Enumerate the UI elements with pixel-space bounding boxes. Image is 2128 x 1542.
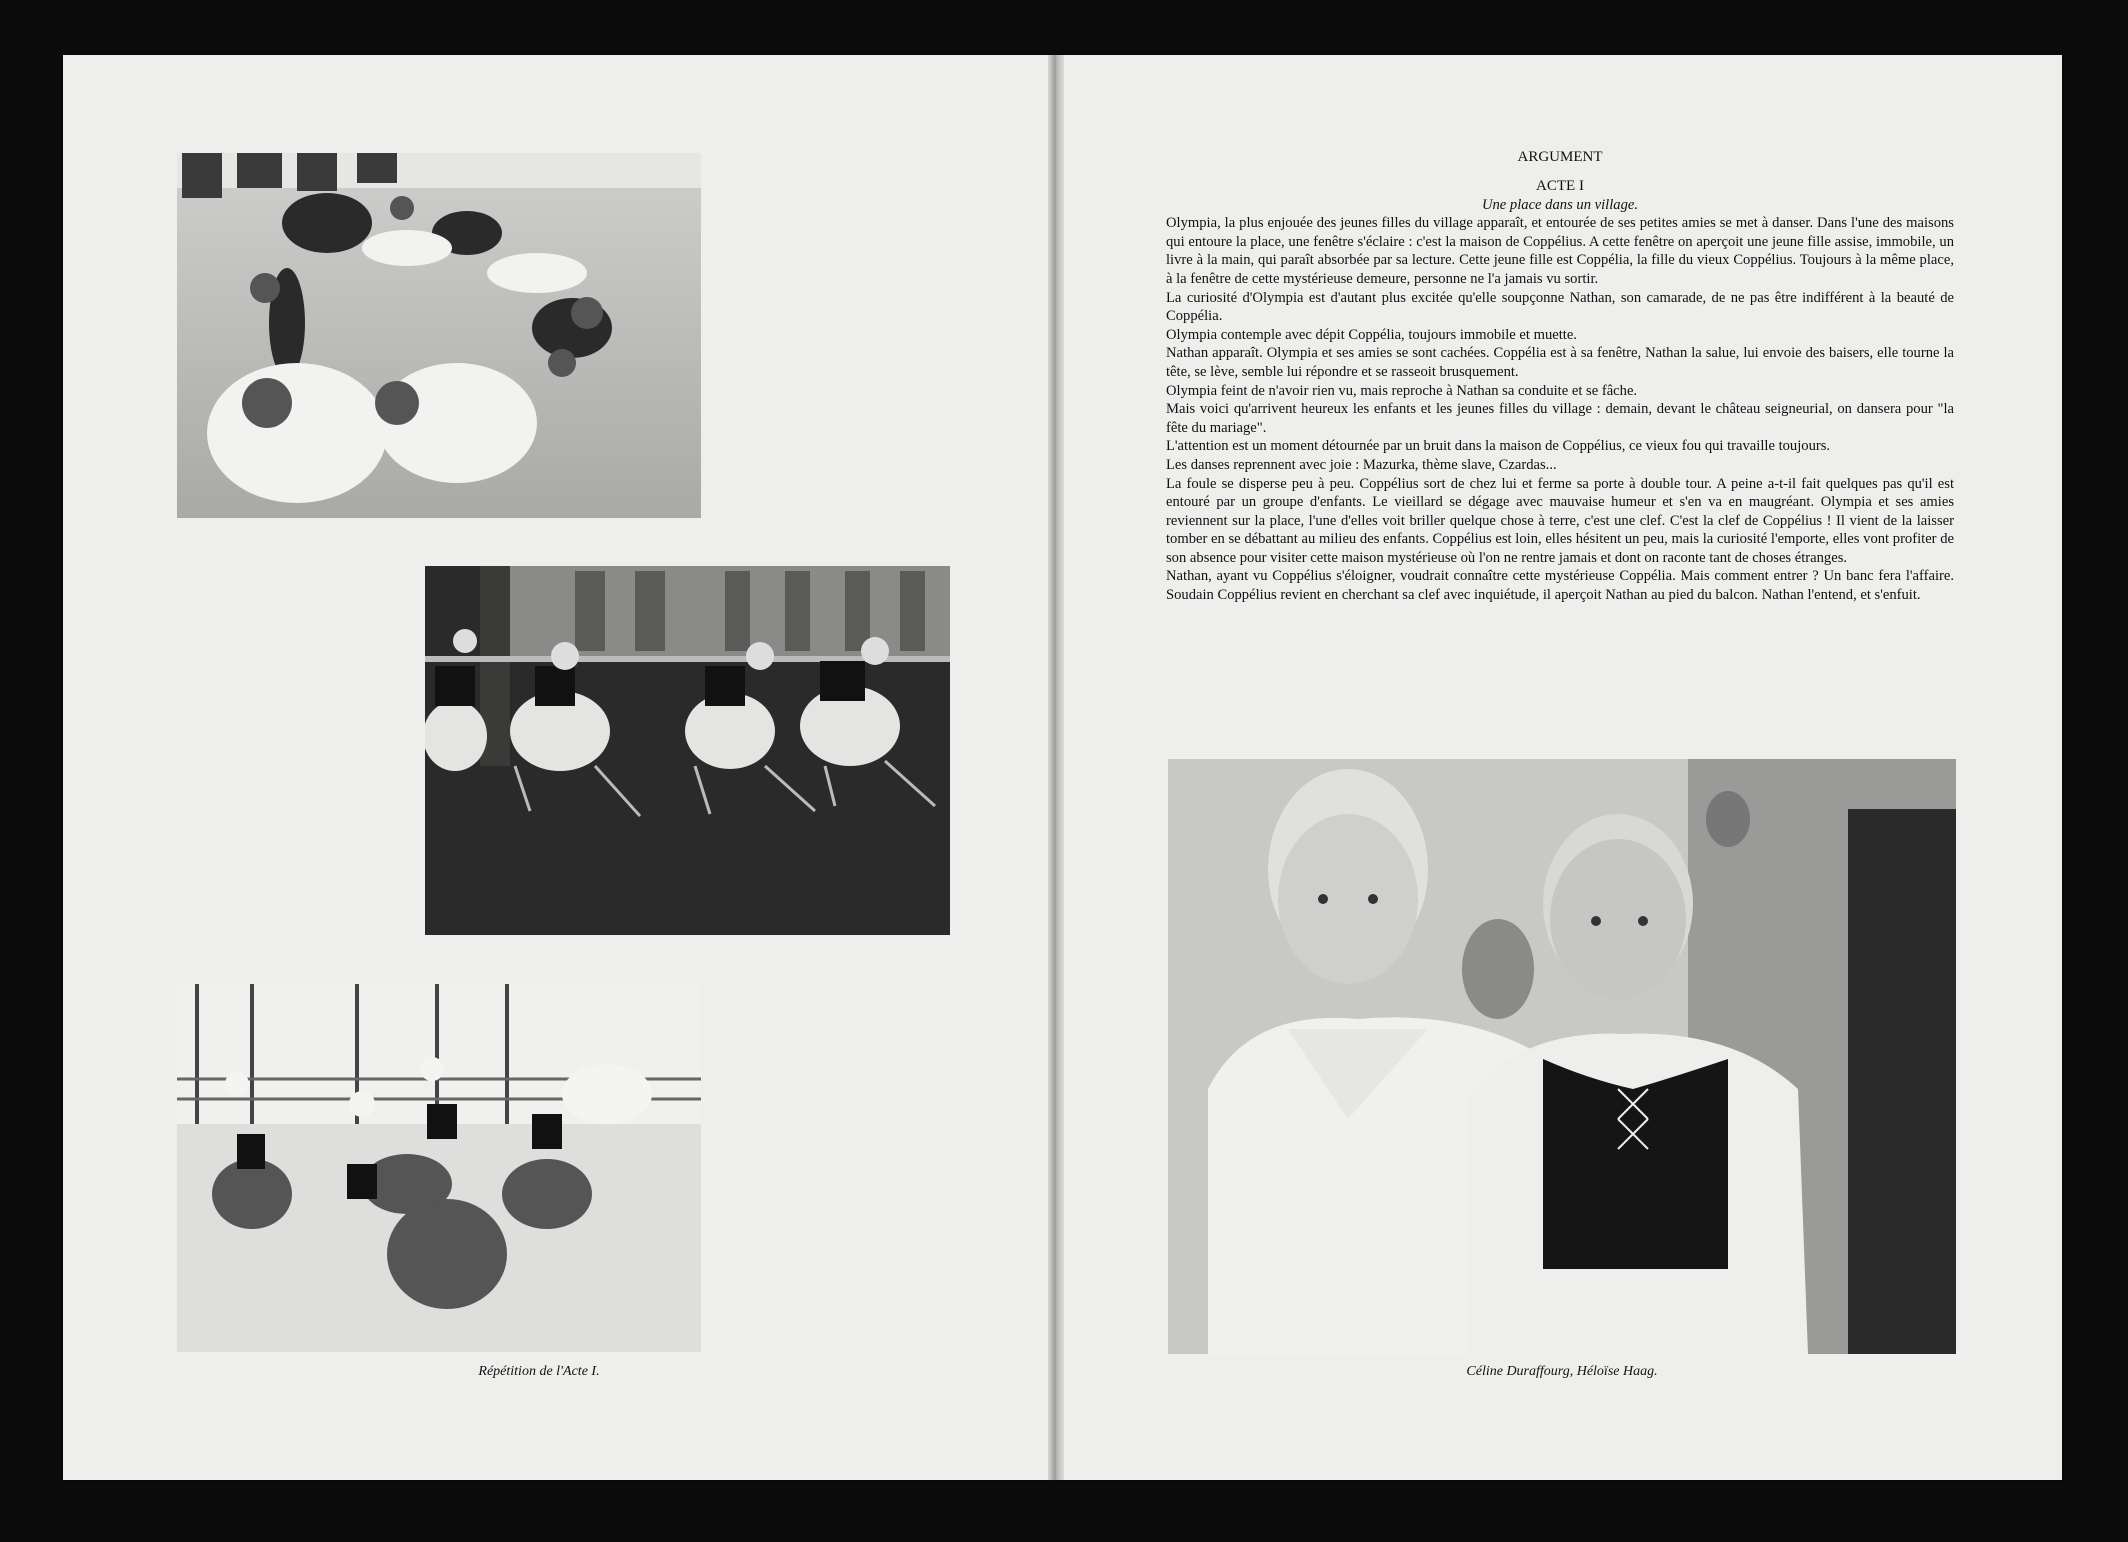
dancers-bowing-image — [425, 566, 950, 935]
paragraph: La foule se disperse peu à peu. Coppélius sort de chez lui et ferme sa porte à double tour. A peine a-t-il fait quelques pas qu'il est entouré par un groupe d'enfants. Le vieillard se dégage avec mauvaise humeur et s'en va en maugréant. Olympia et ses amies reviennent sur la place, l'une d'elles voit briller quelque chose à terre, c'est une clef. C'est la clef de Coppélius ! Il vient de la laisser tomber en se débattant au milieu des enfants. Coppélius est loin, elles hésitent un peu, mais la curiosité l'emporte, elles vont profiter de son absence pour visiter cette maison mystérieuse où l'on ne rentre jamais et dont on raconte tant de choses étranges. — [1166, 475, 1954, 566]
rehearsal-photo-1 — [177, 153, 701, 518]
dancers-seated-floor-image — [177, 153, 701, 518]
argument-text-block — [1166, 148, 1954, 605]
act-subtitle: Une place dans un village. — [1481, 196, 1639, 213]
paragraph: Olympia, la plus enjouée des jeunes filles du village apparaît, et entourée de ses petites amies se met à danser. Dans l'une des maisons qui entoure la place, une fenêtre s'éclaire : c'est la maison de Coppélius. A cette fenêtre on aperçoit une jeune fille assise, immobile, un livre à la main, qui paraît absorbée par sa lecture. Cette jeune fille est Coppélia, la fille du vieux Coppélius. Toujours à la même place, à la fenêtre de cette mystérieuse demeure, personne ne l'a jamais vu sortir. — [1166, 215, 1954, 287]
paragraph: Olympia contemple avec dépit Coppélia, toujours immobile et muette. — [1166, 326, 1577, 343]
rehearsal-photo-2 — [425, 566, 950, 935]
act-heading: ACTE I — [1536, 177, 1584, 194]
right-photo-caption: Céline Duraffourg, Héloïse Haag. — [1466, 1364, 1658, 1379]
paragraph: Nathan apparaît. Olympia et ses amies se sont cachées. Coppélia est à sa fenêtre, Nathan la salue, lui envoie des baisers, elle tourne la tête, se lève, semble lui répondre et se rasseoit brusquement. — [1166, 345, 1954, 380]
book-gutter — [1048, 55, 1064, 1480]
paragraph: Olympia feint de n'avoir rien vu, mais reproche à Nathan sa conduite et se fâche. — [1166, 382, 1638, 399]
left-photo-caption: Répétition de l'Acte I. — [478, 1364, 600, 1379]
two-girls-portrait-image — [1168, 759, 1956, 1354]
paragraph: La curiosité d'Olympia est d'autant plus excitée qu'elle soupçonne Nathan, son camarade, de ne pas être indifférent à la beauté de Coppélia. — [1166, 289, 1954, 325]
argument-heading: ARGUMENT — [1517, 149, 1603, 165]
dancers-lunging-image — [177, 984, 701, 1352]
paragraph: Les danses reprennent avec joie : Mazurka, thème slave, Czardas... — [1166, 456, 1557, 473]
rehearsal-photo-3 — [177, 984, 701, 1352]
portrait-photo — [1168, 759, 1956, 1354]
paragraph: Mais voici qu'arrivent heureux les enfants et les jeunes filles du village : demain, devant le château seigneurial, on dansera pour "la fête du mariage". — [1166, 401, 1954, 436]
paragraph: L'attention est un moment détournée par un bruit dans la maison de Coppélius, ce vieux fou qui travaille toujours. — [1166, 438, 1831, 455]
paragraph: Nathan, ayant vu Coppélius s'éloigner, voudrait connaître cette mystérieuse Coppélia. Mais comment entrer ? Un banc fera l'affaire. Soudain Coppélius revient en cherchant sa clef avec inquiétude, il aperçoit Nathan au pied du balcon. Nathan l'entend, et s'enfuit. — [1166, 568, 1954, 604]
